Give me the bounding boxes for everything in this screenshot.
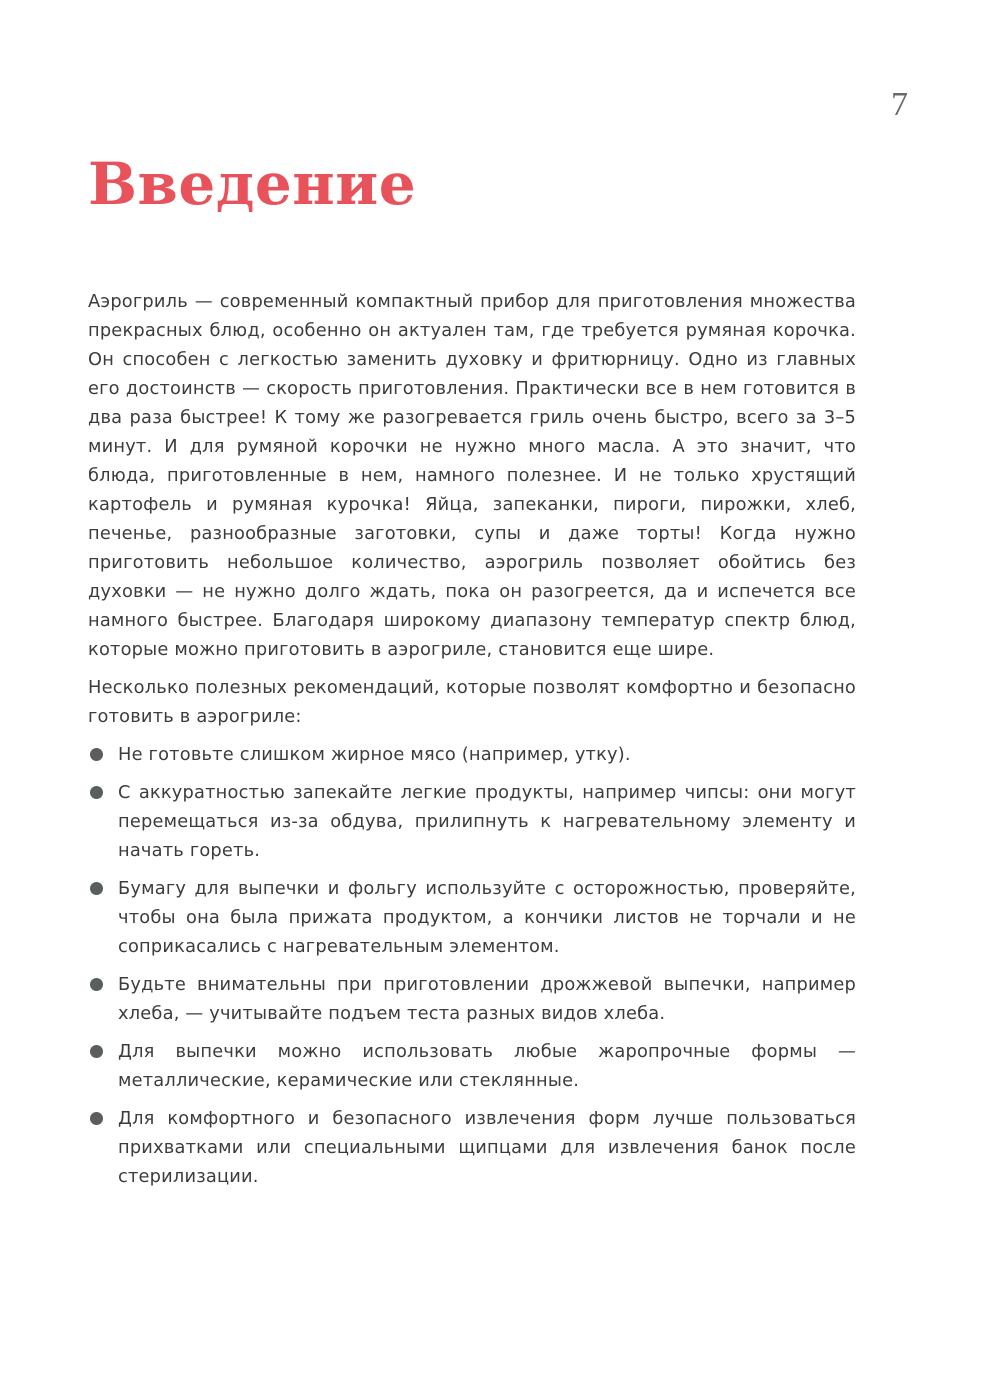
list-item bbox=[88, 1037, 856, 1095]
list-item-text: Не готовьте слишком жирное мясо (например, утку). bbox=[118, 744, 631, 765]
list-item-text: С аккуратностью запекайте легкие продукты, например чипсы: они могут перемещаться из-за обдува, прилипнуть к нагревательному элементу и начать гореть. bbox=[118, 782, 856, 861]
recommendations-lead: Несколько полезных рекомендаций, которые позволят комфортно и безопасно готовить в аэрогриле: bbox=[88, 677, 856, 727]
list-item-text: Будьте внимательны при приготовлении дрожжевой выпечки, например хлеба, — учитывайте подъем теста разных видов хлеба. bbox=[118, 974, 856, 1024]
list-item bbox=[88, 1104, 856, 1191]
body-text bbox=[88, 287, 856, 1200]
bullet-icon bbox=[90, 786, 103, 799]
tips-list bbox=[88, 740, 856, 1191]
bullet-icon bbox=[90, 978, 103, 991]
list-item-text: Для выпечки можно использовать любые жаропрочные формы — металлические, керамические или стеклянные. bbox=[118, 1041, 856, 1091]
bullet-icon bbox=[90, 1112, 103, 1125]
bullet-icon bbox=[90, 882, 103, 895]
page-title: Введение bbox=[88, 150, 417, 218]
list-item bbox=[88, 970, 856, 1028]
list-item-text: Для комфортного и безопасного извлечения форм лучше пользоваться прихватками или специальными щипцами для извлечения банок после стерилизации. bbox=[118, 1108, 856, 1187]
list-item bbox=[88, 740, 856, 769]
list-item bbox=[88, 778, 856, 865]
list-item bbox=[88, 874, 856, 961]
bullet-icon bbox=[90, 748, 103, 761]
list-item-text: Бумагу для выпечки и фольгу используйте с осторожностью, проверяйте, чтобы она была прижата продуктом, а кончики листов не торчали и не соприкасались с нагревательным элементом. bbox=[118, 878, 856, 957]
intro-paragraph: Аэрогриль — современный компактный прибор для приготовления множества прекрасных блюд, особенно он актуален там, где требуется румяная корочка. Он способен с легкостью заменить духовку и фритюрницу. Одно из главных его достоинств — скорость приготовления. Практически все в нем готовится в два раза быстрее! К тому же разогревается гриль очень быстро, всего за 3–5 минут. И для румяной корочки не нужно много масла. А это значит, что блюда, приготовленные в нем, намного полезнее. И не только хрустящий картофель и румяная курочка! Яйца, запеканки, пироги, пирожки, хлеб, печенье, разнообразные заготовки, супы и даже торты! Когда нужно приготовить небольшое количество, аэрогриль позволяет обойтись без духовки — не нужно долго ждать, пока он разогреется, да и испечется все намного быстрее. Благодаря широкому диапазону температур спектр блюд, которые можно приготовить в аэрогриле, становится еще шире. bbox=[88, 291, 856, 660]
page-number: 7 bbox=[891, 86, 908, 123]
bullet-icon bbox=[90, 1045, 103, 1058]
